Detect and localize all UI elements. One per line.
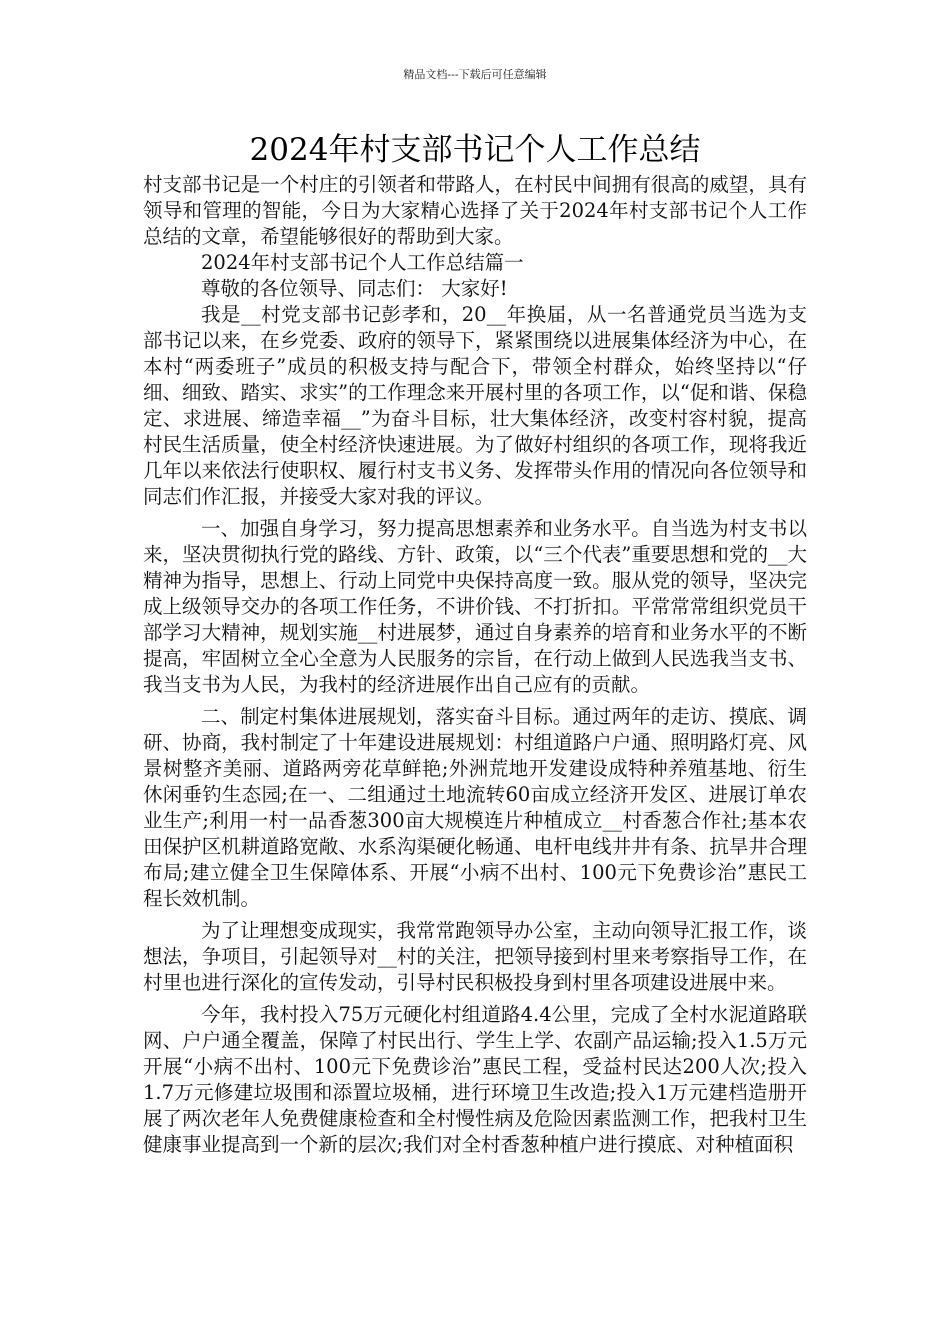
document-body <box>143 172 807 1158</box>
body-paragraph: 二、制定村集体进展规划，落实奋斗目标。通过两年的走访、摸底、调研、协商，我村制定了十年建设进展规划：村组道路户户通、照明路灯亮、风景树整齐美丽、道路两旁花草鲜艳;外洲荒地开发建设成特种养殖基地、衍生休闲垂钓生态园;在一、二组通过土地流转60亩成立经济开发区、进展订单农业生产;利用一村一品香葱300亩大规模连片种植成立__村香葱合作社;基本农田保护区机耕道路宽敞、水系沟渠硬化畅通、电杆电线井井有条、抗旱井合理布局;建立健全卫生保障体系、开展“小病不出村、100元下免费诊治”惠民工程长效机制。 <box>143 705 807 910</box>
body-paragraph: 今年，我村投入75万元硬化村组道路4.4公里，完成了全村水泥道路联网、户户通全覆盖，保障了村民出行、学生上学、农副产品运输;投入1.5万元开展“小病不出村、100元下免费诊治”惠民工程，受益村民达200人次;投入1.7万元修建垃圾围和添置垃圾桶，进行环境卫生改造;投入1万元建档造册开展了两次老年人免费健康检查和全村慢性病及危险因素监测工作，把我村卫生健康事业提高到一个新的层次;我们对全村香葱种植户进行摸底、对种植面积 <box>143 1003 807 1156</box>
body-paragraph: 为了让理想变成现实，我常常跑领导办公室，主动向领导汇报工作，谈想法，争项目，引起领导对__村的关注，把领导接到村里来考察指导工作，在村里也进行深化的宣传发动，引导村民积极投身到村里各项建设进展中来。 <box>143 919 807 994</box>
section-heading: 2024年村支部书记个人工作总结篇一 <box>201 251 524 274</box>
body-paragraph: 一、加强自身学习，努力提高思想素养和业务水平。自当选为村支书以来，坚决贯彻执行党的路线、方针、政策，以“三个代表”重要思想和党的__大精神为指导，思想上、行动上同党中央保持高度一致。服从党的领导，坚决完成上级领导交办的各项工作任务，不讲价钱、不打折扣。平常常常组织党员干部学习大精神，规划实施__村进展梦，通过自身素养的培育和业务水平的不断提高，牢固树立全心全意为人民服务的宗旨，在行动上做到人民选我当支书、我当支书为人民，为我村的经济进展作出自己应有的贡献。 <box>143 517 807 696</box>
intro-paragraph: 村支部书记是一个村庄的引领者和带路人，在村民中间拥有很高的威望，具有领导和管理的智能，今日为大家精心选择了关于2024年村支部书记个人工作总结的文章，希望能够很好的帮助到大家。 <box>143 173 807 248</box>
page-header: 精品文档---下载后可任意编辑 <box>403 68 547 81</box>
document-title: 2024年村支部书记个人工作总结 <box>249 132 701 168</box>
salutation: 尊敬的各位领导、同志们： 大家好! <box>201 277 508 300</box>
body-paragraph: 我是__村党支部书记彭孝和，20__年换届，从一名普通党员当选为支部书记以来，在乡党委、政府的领导下，紧紧围绕以进展集体经济为中心，在本村“两委班子”成员的积极支持与配合下，带领全村群众，始终坚持以“仔细、细致、踏实、求实”的工作理念来开展村里的各项工作，以“促和谐、保稳定、求进展、缔造幸福__”为奋斗目标，壮大集体经济，改变村容村貌，提高村民生活质量，使全村经济快速进展。为了做好村组织的各项工作，现将我近几年以来依法行使职权、履行村支书义务、发挥带头作用的情况向各位领导和同志们作汇报，并接受大家对我的评议。 <box>143 303 807 508</box>
